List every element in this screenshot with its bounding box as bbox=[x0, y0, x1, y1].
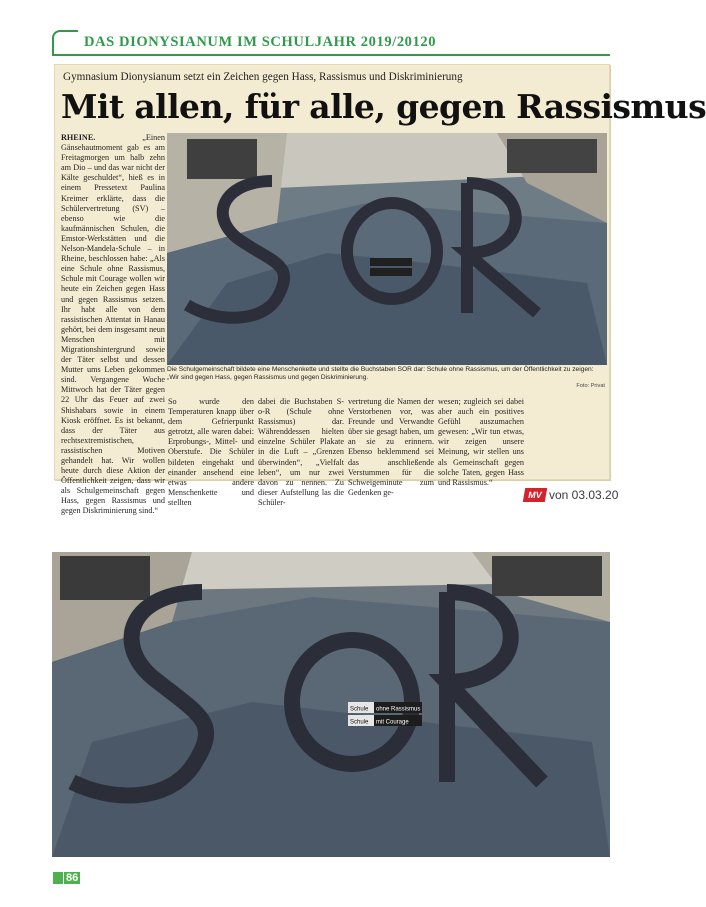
article-photo-sor-formation bbox=[167, 133, 607, 365]
article-column-2: So wurde den Temperaturen knapp über dem Gefrierpunkt getrotzt, alle waren dabei: Erprobungs-, Mittel- und Oberstufe. Die Schüler bildeten eingehakt und einander ansehend eine etwas andere Menschenkette und stellten bbox=[168, 397, 254, 507]
header-tab-ornament bbox=[52, 30, 78, 54]
source-date: von 03.03.20 bbox=[549, 488, 619, 502]
article-kicker: Gymnasium Dionysianum setzt ein Zeichen gegen Hass, Rassismus und Diskriminierung bbox=[63, 71, 463, 83]
running-header-title: DAS DIONYSIANUM IM SCHULJAHR 2019/20120 bbox=[84, 34, 437, 50]
header-rule bbox=[52, 54, 610, 56]
photo-credit: Foto: Privat bbox=[576, 383, 605, 389]
sor-photo-illustration bbox=[167, 133, 607, 365]
folio-block bbox=[53, 872, 63, 884]
article-dateline: RHEINE. bbox=[61, 133, 96, 142]
page-folio bbox=[53, 872, 80, 884]
article-column-3: dabei die Buchstaben S-o-R (Schule ohne Rassismus) dar. Währenddessen hielten einzelne Schüler Plakate in die Luft – „Grenzen überwinden“, „Vielfalt leben“, um nur zwei davon zu nennen. Zu dieser Aufstellung las die Schüler- bbox=[258, 397, 344, 507]
article-headline: Mit allen, für alle, gegen Rassismus bbox=[61, 87, 706, 126]
sign-line2-a: Schule bbox=[350, 719, 369, 726]
large-sor-photo-illustration bbox=[52, 552, 610, 857]
large-photo-sor-formation bbox=[52, 552, 610, 857]
source-line bbox=[524, 486, 618, 504]
article-column-1 bbox=[61, 133, 165, 516]
article-column-5: wesen; zugleich sei dabei aber auch ein positives Gefühl auszumachen gewesen: „Wir tun etwas, wir zeigen unsere Meinung, wir stellen uns als Gemeinschaft gegen solche Taten, gegen Hass und Rassismus.“ bbox=[438, 397, 524, 487]
running-header bbox=[52, 30, 610, 56]
article-column-1-text: „Einen Gänsehautmoment gab es am Freitagmorgen um halb zehn am Dio – und das war nicht der Kälte geschuldet“, hieß es in einem Pressetext Paulina Kreimer erklärte, dass die Schülervertretung (SV) – ebenso wie die kaufmännischen Schulen, die Emstor-Werkstätten und die Nelson-Mandela-Schule – in Rheine, beschlossen habe: „Als eine Schule ohne Rassismus, Schule mit Courage wollen wir heute ein Zeichen gegen Hass und gegen Rassismus setzen. Ihr habt alle von dem rassistischen Attentat in Hanau gehört, bei dem insgesamt neun Menschen mit Migrationshintergrund sowie der Täter selbst und dessen Mutter ums Leben gekommen sind. Vergangene Woche Mittwoch hat der Täter gegen 22 Uhr das Feuer auf zwei Shishabars sowie in einem Kiosk eröffnet. Es ist bekannt, dass der Täter aus rechtsextremistischen, rassistischen Motiven gehandelt hat. Wir wollen heute durch diese Aktion der Öffentlichkeit zeigen, dass wir als Schulgemeinschaft gegen Hass, gegen Rassismus und gegen Diskriminierung sind.“ bbox=[61, 133, 165, 516]
sign-line2-b: mit Courage bbox=[376, 719, 409, 726]
page-number: 86 bbox=[66, 872, 79, 884]
article-column-4: vertretung die Namen der Verstorbenen vor, was Freunde und Verwandte über sie gesagt haben, um an sie zu erinnern. Ebenso beklemmend sei das anschließende Verstummen für die Schweigeminute zum Gedenken ge- bbox=[348, 397, 434, 497]
sign-line1-b: ohne Rassismus bbox=[376, 706, 421, 713]
mv-logo: MV bbox=[523, 488, 547, 502]
photo-caption: Die Schulgemeinschaft bildete eine Menschenkette und stellte die Buchstaben SOR dar: Schule ohne Rassismus, um der Öffentlichkeit zu zeigen: „Wir sind gegen Hass, gegen Rassismus und gegen Diskriminierung. bbox=[167, 366, 594, 381]
sign-line1-a: Schule bbox=[350, 706, 369, 713]
